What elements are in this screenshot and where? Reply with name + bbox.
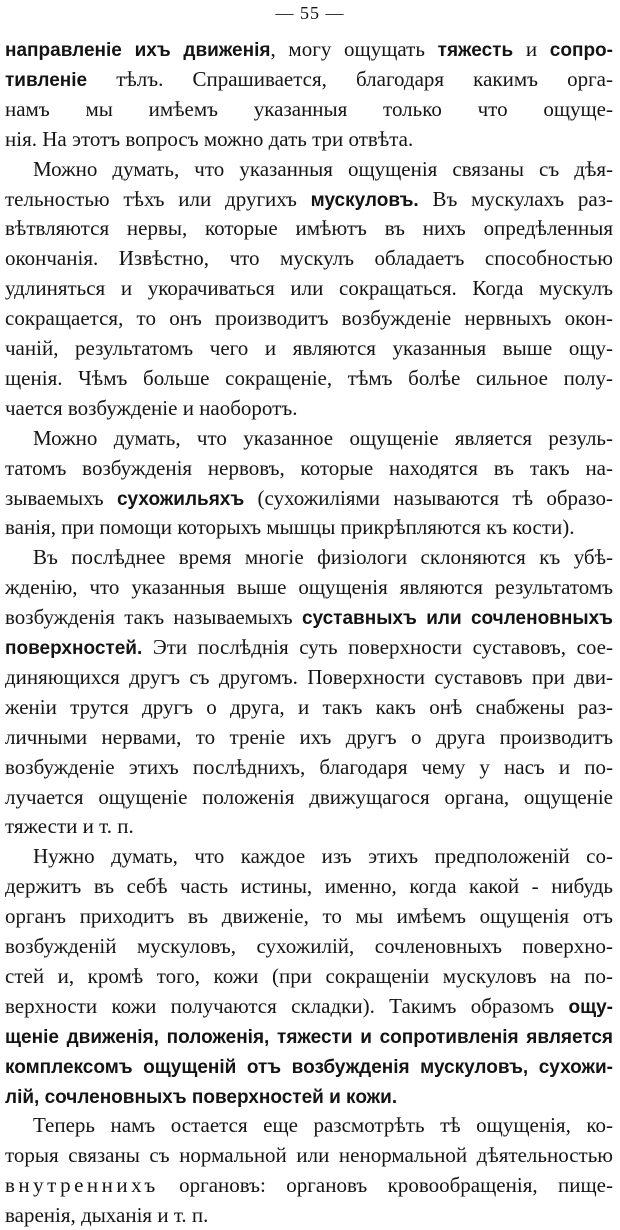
text-line: органъ приходитъ въ движеніе, то мы имѣемъ ощущенія отъ [5, 904, 613, 929]
text-line: ванія, при помощи которыхъ мышцы прикрѣпляются къ кости). [5, 515, 575, 540]
text-line: личными нервами, то треніе ихъ другъ о друга производитъ [5, 724, 613, 749]
text-line: щенія. Чѣмъ больше сокращеніе, тѣмъ болѣе сильное полу- [5, 365, 613, 390]
text-line: намъ мы имѣемъ указанныя только что ощуще- [5, 96, 613, 121]
text-line: щеніе движенія, положенія, тяжести и сопротивленія является [5, 1026, 613, 1048]
text-line: верхности кожи получаются складки). Такимъ образомъ ощу- [5, 993, 613, 1018]
text-line: нія. На этотъ вопросъ можно дать три отвѣта. [5, 126, 414, 151]
text-line: комплексомъ ощущеній отъ возбужденія мускуловъ, сухожи- [5, 1056, 613, 1078]
text-line: возбужденій мускуловъ, сухожилій, сочленовныхъ поверхно- [5, 934, 613, 958]
text-line: держитъ въ себѣ часть истины, именно, когда какой - нибудь [5, 874, 613, 899]
text-line: стей и, кромѣ того, кожи (при сокращеніи мускуловъ на по- [5, 963, 613, 988]
text-line: Въ послѣднее время многіе физіологи склоняются къ убѣ- [33, 545, 613, 570]
page-number: — 55 — [275, 3, 345, 23]
text-line: тивленіе тѣлъ. Спрашивается, благодаря какимъ орга- [5, 66, 613, 91]
text-line: вѣтвляются нервы, которые имѣютъ въ нихъ опредѣленныя [5, 216, 613, 241]
text-line: татомъ возбужденія нервовъ, которые находятся въ такъ на- [5, 455, 613, 480]
text-line: Нужно думать, что каждое изъ этихъ предположеній со- [33, 844, 613, 869]
text-line: чается возбужденіе и наоборотъ. [5, 395, 298, 420]
text-line: Теперь намъ остается еще разсмотрѣть тѣ ощущенія, ко- [33, 1113, 613, 1138]
text-line: жденію, что указанныя выше ощущенія являются результатомъ [5, 575, 613, 600]
text-line: внутреннихъ органовъ: органовъ кровообращенія, пище- [5, 1173, 613, 1198]
text-line: диняющихся другъ съ другомъ. Поверхности суставовъ при дви- [5, 664, 613, 689]
text-line: торыя связаны съ нормальной или ненормальной дѣятельностью [5, 1143, 613, 1168]
text-line: возбужденіе этихъ послѣднихъ, благодаря чему у насъ и по- [5, 754, 613, 779]
text-line: направленіе ихъ движенія, могу ощущать тяжесть и сопро- [5, 37, 613, 61]
text-line: сокращается, то онъ производитъ возбужденіе нервныхъ окон- [5, 306, 613, 331]
text-line: Можно думать, что указанное ощущеніе является резуль- [33, 425, 613, 450]
text-line: женіи трутся другъ о друга, и такъ какъ онѣ снабжены раз- [5, 694, 613, 719]
text-line: возбужденія такъ называемыхъ суставныхъ или сочленовныхъ [5, 605, 613, 630]
text-line: удлиняться и укорачиваться или сокращаться. Когда мускулъ [5, 276, 613, 301]
text-line: тельностью тѣхъ или другихъ мускуловъ. Въ мускулахъ раз- [5, 186, 613, 211]
text-line: лучается ощущеніе положенія движущагося органа, ощущеніе [5, 784, 613, 809]
text-line: зываемыхъ сухожильяхъ (сухожиліями называются тѣ образо- [5, 485, 613, 510]
text-line: тяжести и т. п. [5, 814, 134, 839]
text-line: лій, сочленовныхъ поверхностей и кожи. [5, 1086, 398, 1108]
text-line: Можно думать, что указанныя ощущенія связаны съ дѣя- [33, 156, 613, 181]
text-line: окончанія. Извѣстно, что мускулъ обладаетъ способностью [5, 246, 613, 271]
text-line: чаній, результатомъ чего и являются указанныя выше ощу- [5, 336, 613, 360]
text-line: поверхностей. Эти послѣднія суть поверхности суставовъ, сое- [5, 635, 613, 659]
text-line: варенія, дыханія и т. п. [5, 1203, 209, 1228]
